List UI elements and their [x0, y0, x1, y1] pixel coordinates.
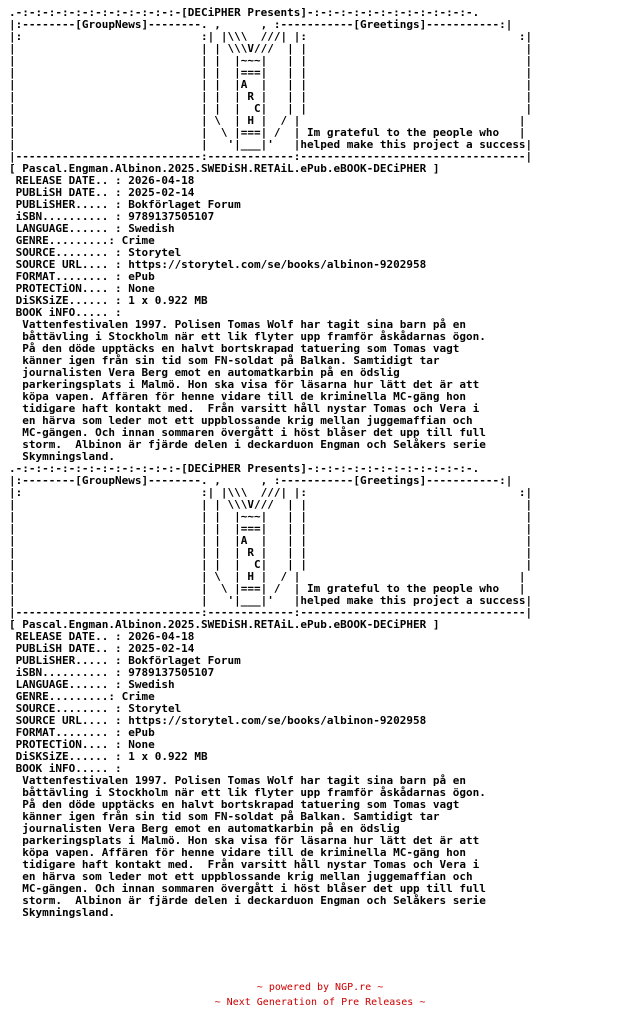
footer-tagline: ~ Next Generation of Pre Releases ~	[214, 997, 426, 1008]
nfo-copy-1: .-:-:-:-:-:-:-:-:-:-:-:-:-[DECiPHER Presents]-:-:-:-:-:-:-:-:-:-:-:-:-. |:--------[GroupNews]--------. , , :-----------[Greetings]-----------:| |: :| |\\\ ///| |: :| | | | \\\V/// | | | | | | |~~~| | | | | | | |===| | | | | | | |A | | | | | | | | R | | | | | | | | C| | | | | | \ | H | / | | | | \ |===| / | Im grateful to the people who | | | '|___|' |helped make this project a success| |----------------------------:-------------:----------------------------------| [ Pascal.Engman.Albinon.2025.SWEDiSH.RETAiL.ePub.eBOOK-DECiPHER ] RELEASE DATE.. : 2026-04-18 PUBLiSH DATE.. : 2025-02-14 PUBLiSHER..... : Bokförlaget Forum iSBN.......... : 9789137505107 LANGUAGE...... : Swedish GENRE.........: Crime SOURCE........ : Storytel SOURCE URL.... : https://storytel.com/se/books/albinon-9202958 FORMAT........ : ePub PROTECTiON.... : None DiSKSiZE...... : 1 x 0.922 MB BOOK iNFO..... : Vattenfestivalen 1997. Polisen Tomas Wolf har tagit sina barn på en båttävling i Stockholm när ett lik flyter upp framför åskådarnas ögon. På den döde upptäcks en halvt bortskrapad tatuering som Tomas vagt känner igen från sin tid som FN-soldat på Balkan. Samtidigt tar journalisten Vera Berg emot en automatkarbin på en ödslig parkeringsplats i Malmö. Hon ska visa för läsarna hur lätt det är att köpa vapen. Affären för henne vidare till de kriminella MC-gäng hon tidigare haft kontakt med. Från varsitt håll nystar Tomas och Vera i en härva som leder mot ett uppblossande krig mellan juggemaffian och MC-gängen. Och innan sommaren övergått i höst blåser det upp till full storm. Albinon är fjärde delen i deckarduon Engman och Selåkers serie Skymningsland.	[9, 6, 533, 463]
powered-by-link[interactable]: ~ powered by NGP.re ~	[256, 982, 384, 993]
footer	[0, 980, 640, 1010]
nfo-text-block	[9, 7, 532, 919]
nfo-copy-2: .-:-:-:-:-:-:-:-:-:-:-:-:-[DECiPHER Presents]-:-:-:-:-:-:-:-:-:-:-:-:-. |:--------[GroupNews]--------. , , :-----------[Greetings]-----------:| |: :| |\\\ ///| |: :| | | | \\\V/// | | | | | | |~~~| | | | | | | |===| | | | | | | |A | | | | | | | | R | | | | | | | | C| | | | | | \ | H | / | | | | \ |===| / | Im grateful to the people who | | | '|___|' |helped make this project a success| |----------------------------:-------------:----------------------------------| [ Pascal.Engman.Albinon.2025.SWEDiSH.RETAiL.ePub.eBOOK-DECiPHER ] RELEASE DATE.. : 2026-04-18 PUBLiSH DATE.. : 2025-02-14 PUBLiSHER..... : Bokförlaget Forum iSBN.......... : 9789137505107 LANGUAGE...... : Swedish GENRE.........: Crime SOURCE........ : Storytel SOURCE URL.... : https://storytel.com/se/books/albinon-9202958 FORMAT........ : ePub PROTECTiON.... : None DiSKSiZE...... : 1 x 0.922 MB BOOK iNFO..... : Vattenfestivalen 1997. Polisen Tomas Wolf har tagit sina barn på en båttävling i Stockholm när ett lik flyter upp framför åskådarnas ögon. På den döde upptäcks en halvt bortskrapad tatuering som Tomas vagt känner igen från sin tid som FN-soldat på Balkan. Samtidigt tar journalisten Vera Berg emot en automatkarbin på en ödslig parkeringsplats i Malmö. Hon ska visa för läsarna hur lätt det är att köpa vapen. Affären för henne vidare till de kriminella MC-gäng hon tidigare haft kontakt med. Från varsitt håll nystar Tomas och Vera i en härva som leder mot ett uppblossande krig mellan juggemaffian och MC-gängen. Och innan sommaren övergått i höst blåser det upp till full storm. Albinon är fjärde delen i deckarduon Engman och Selåkers serie Skymningsland.	[9, 462, 533, 919]
